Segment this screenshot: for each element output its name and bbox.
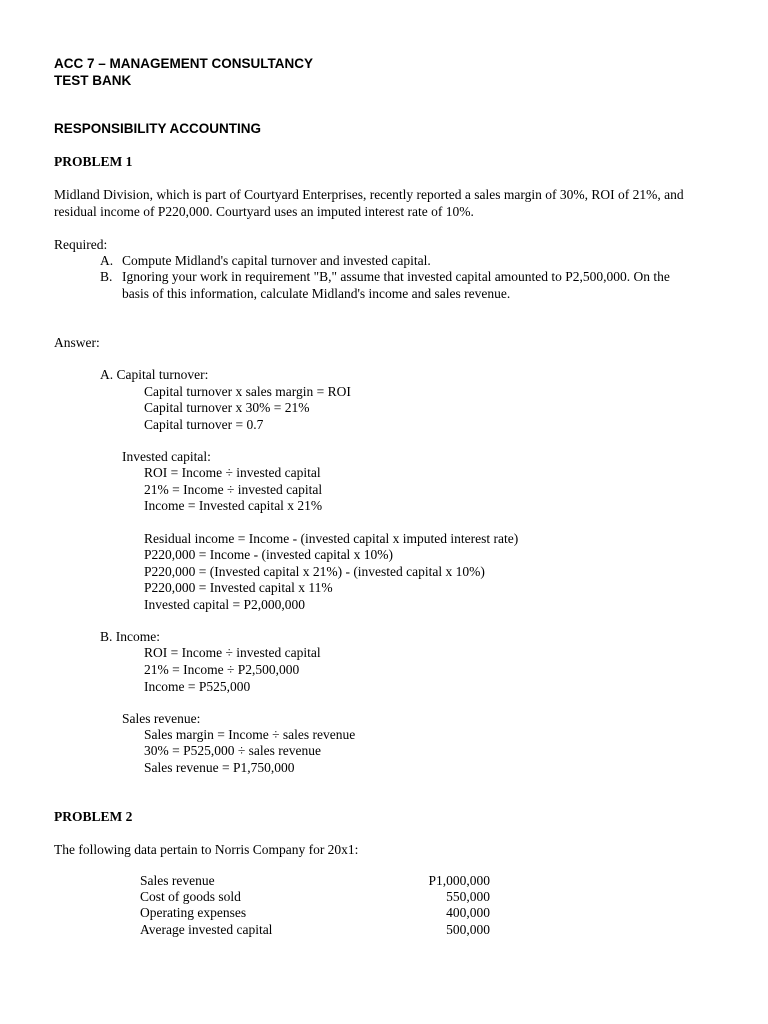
problem1-intro-line-1: Midland Division, which is part of Courtyard Enterprises, recently reported a sales margin of 30%, ROI of 21%, and: [54, 187, 684, 202]
answer-a-line: Capital turnover x sales margin = ROI: [144, 384, 351, 399]
row-value: 500,000: [446, 922, 490, 937]
answer-label: Answer:: [54, 335, 100, 350]
answer-a-line: Capital turnover = 0.7: [144, 417, 264, 432]
data-table-row: [140, 922, 490, 939]
row-label: Sales revenue: [140, 873, 215, 888]
requirement-b-letter: B.: [100, 269, 113, 284]
requirement-b-line-1: Ignoring your work in requirement "B," assume that invested capital amounted to P2,500,000. On the: [122, 269, 670, 284]
answer-a-line: Capital turnover x 30% = 21%: [144, 400, 310, 415]
invested-capital-line: Income = Invested capital x 21%: [144, 498, 323, 513]
problem2-intro: The following data pertain to Norris Company for 20x1:: [54, 842, 359, 857]
problem2-heading: PROBLEM 2: [54, 809, 133, 824]
residual-income-line: Invested capital = P2,000,000: [144, 597, 305, 612]
requirement-b-line-2: basis of this information, calculate Midland's income and sales revenue.: [122, 286, 511, 301]
data-table-row: [140, 889, 490, 906]
sales-revenue-line: Sales margin = Income ÷ sales revenue: [144, 727, 356, 742]
sales-revenue-line: Sales revenue = P1,750,000: [144, 760, 295, 775]
residual-income-line: P220,000 = (Invested capital x 21%) - (invested capital x 10%): [144, 564, 485, 579]
row-label: Operating expenses: [140, 905, 247, 920]
row-label: Average invested capital: [140, 922, 273, 937]
answer-b-line: 21% = Income ÷ P2,500,000: [144, 662, 300, 677]
problem1-heading: PROBLEM 1: [54, 154, 133, 169]
problem1-intro-line-2: residual income of P220,000. Courtyard uses an imputed interest rate of 10%.: [54, 204, 474, 219]
requirement-a-text: Compute Midland's capital turnover and invested capital.: [122, 253, 431, 268]
sales-revenue-line: 30% = P525,000 ÷ sales revenue: [144, 743, 321, 758]
requirement-a-letter: A.: [100, 253, 114, 268]
data-table-row: [140, 905, 490, 922]
residual-income-line: P220,000 = Income - (invested capital x 10%): [144, 547, 394, 562]
course-title: ACC 7 – MANAGEMENT CONSULTANCY: [54, 56, 314, 71]
answer-b-line: ROI = Income ÷ invested capital: [144, 645, 321, 660]
test-bank-subtitle: TEST BANK: [54, 73, 132, 88]
invested-capital-line: ROI = Income ÷ invested capital: [144, 465, 321, 480]
required-label: Required:: [54, 237, 108, 252]
invested-capital-title: Invested capital:: [122, 449, 211, 464]
row-value: 550,000: [446, 889, 490, 904]
answer-b-line: Income = P525,000: [144, 679, 251, 694]
row-label: Cost of goods sold: [140, 889, 241, 904]
residual-income-line: P220,000 = Invested capital x 11%: [144, 580, 333, 595]
residual-income-line: Residual income = Income - (invested capital x imputed interest rate): [144, 531, 519, 546]
row-value: 400,000: [446, 905, 490, 920]
invested-capital-line: 21% = Income ÷ invested capital: [144, 482, 323, 497]
answer-a-title: A. Capital turnover:: [100, 367, 209, 382]
sales-revenue-title: Sales revenue:: [122, 711, 201, 726]
topic-heading: RESPONSIBILITY ACCOUNTING: [54, 121, 262, 136]
row-value: P1,000,000: [428, 873, 490, 888]
data-table-row: [140, 873, 490, 890]
answer-b-title: B. Income:: [100, 629, 160, 644]
